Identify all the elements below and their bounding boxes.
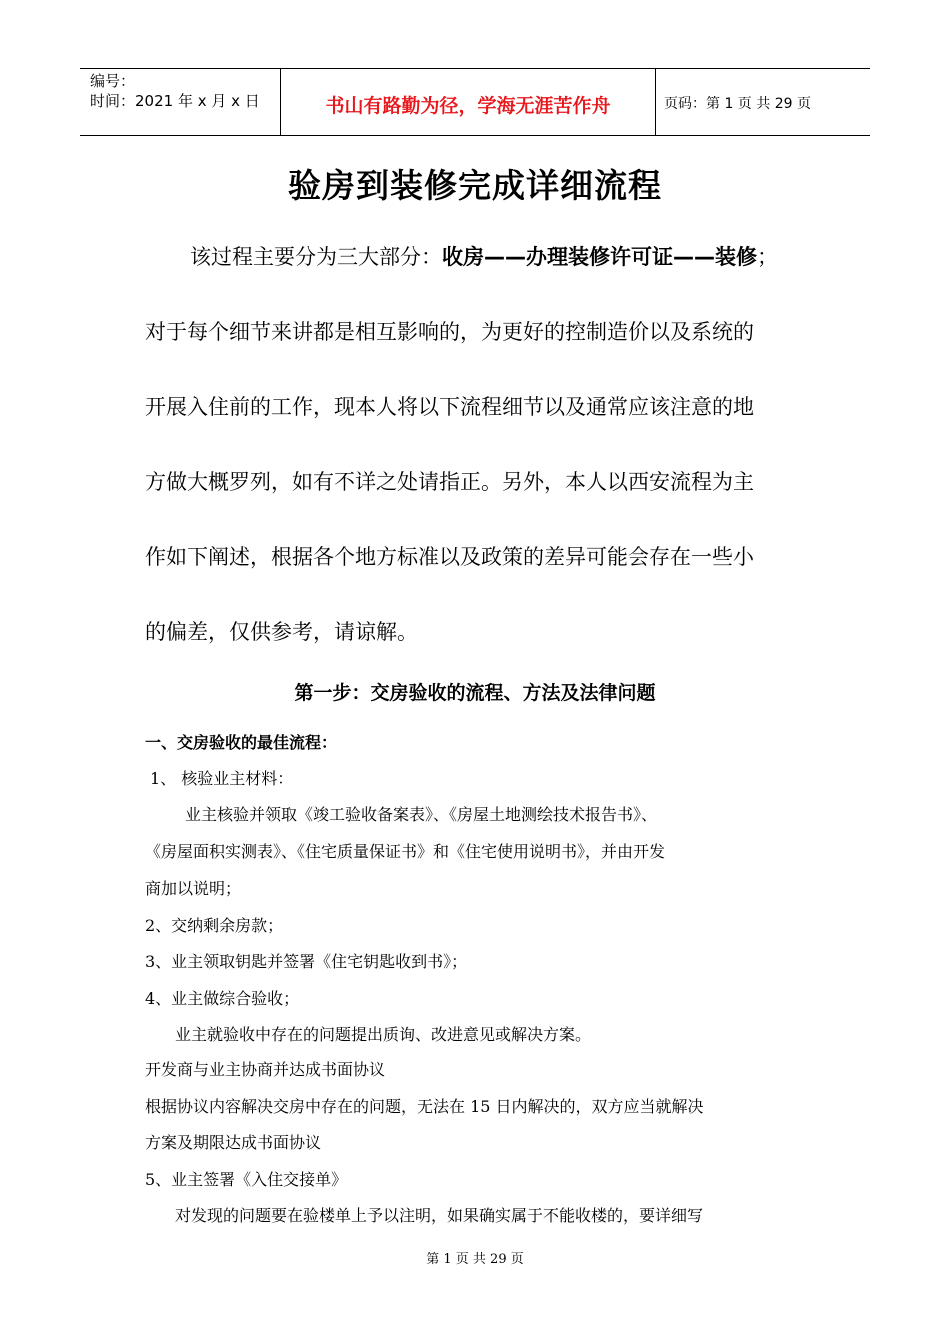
document-number-label: 编号： <box>90 72 136 90</box>
body-line: 4、业主做综合验收； <box>145 989 300 1008</box>
intro-line <box>190 241 870 271</box>
intro-bold-phases: 收房——办理装修许可证——装修 <box>442 245 757 269</box>
page-header <box>80 68 870 136</box>
body-line: 1、 核验业主材料： <box>150 769 294 788</box>
intro-punct: ； <box>757 245 778 269</box>
body-line: 3、业主领取钥匙并签署《住宅钥匙收到书》； <box>145 952 468 971</box>
body-line: 商加以说明； <box>145 879 242 898</box>
body-line: 《房屋面积实测表》、《住宅质量保证书》和《住宅使用说明书》，并由开发 <box>145 842 666 861</box>
body-line: 对发现的问题要在验楼单上予以注明，如果确实属于不能收楼的，要详细写 <box>175 1206 704 1225</box>
intro-line: 的偏差，仅供参考，请谅解。 <box>145 620 418 644</box>
body-line: 开发商与业主协商并达成书面协议 <box>145 1060 386 1079</box>
intro-line: 对于每个细节来讲都是相互影响的，为更好的控制造价以及系统的 <box>145 320 754 344</box>
intro-text: 该过程主要分为三大部分： <box>190 245 442 269</box>
body-line: 2、交纳剩余房款； <box>145 916 284 935</box>
header-page-info: 页码：第 1 页 共 29 页 <box>664 96 811 112</box>
document-time-label: 时间：2021 年 x 月 x 日 <box>90 92 260 110</box>
body-line: 业主就验收中存在的问题提出质询、改进意见或解决方案。 <box>175 1025 592 1044</box>
intro-line: 方做大概罗列，如有不详之处请指正。另外，本人以西安流程为主 <box>145 470 754 494</box>
document-title: 验房到装修完成详细流程 <box>288 166 662 205</box>
section-heading: 一、交房验收的最佳流程： <box>145 733 338 752</box>
body-line: 方案及期限达成书面协议 <box>145 1133 322 1152</box>
intro-line: 开展入住前的工作，现本人将以下流程细节以及通常应该注意的地 <box>145 395 754 419</box>
intro-line: 作如下阐述，根据各个地方标准以及政策的差异可能会存在一些小 <box>145 545 754 569</box>
header-divider <box>280 69 281 135</box>
body-line: 根据协议内容解决交房中存在的问题，无法在 15 日内解决的，双方应当就解决 <box>145 1097 704 1116</box>
page-footer: 第 1 页 共 29 页 <box>426 1252 524 1267</box>
header-divider <box>655 69 656 135</box>
step-heading: 第一步：交房验收的流程、方法及法律问题 <box>294 682 656 704</box>
body-line: 业主核验并领取《竣工验收备案表》、《房屋土地测绘技术报告书》、 <box>185 805 658 824</box>
header-motto: 书山有路勤为径，学海无涯苦作舟 <box>325 95 611 117</box>
body-line: 5、业主签署《入住交接单》 <box>145 1170 348 1189</box>
header-meta <box>90 71 280 111</box>
